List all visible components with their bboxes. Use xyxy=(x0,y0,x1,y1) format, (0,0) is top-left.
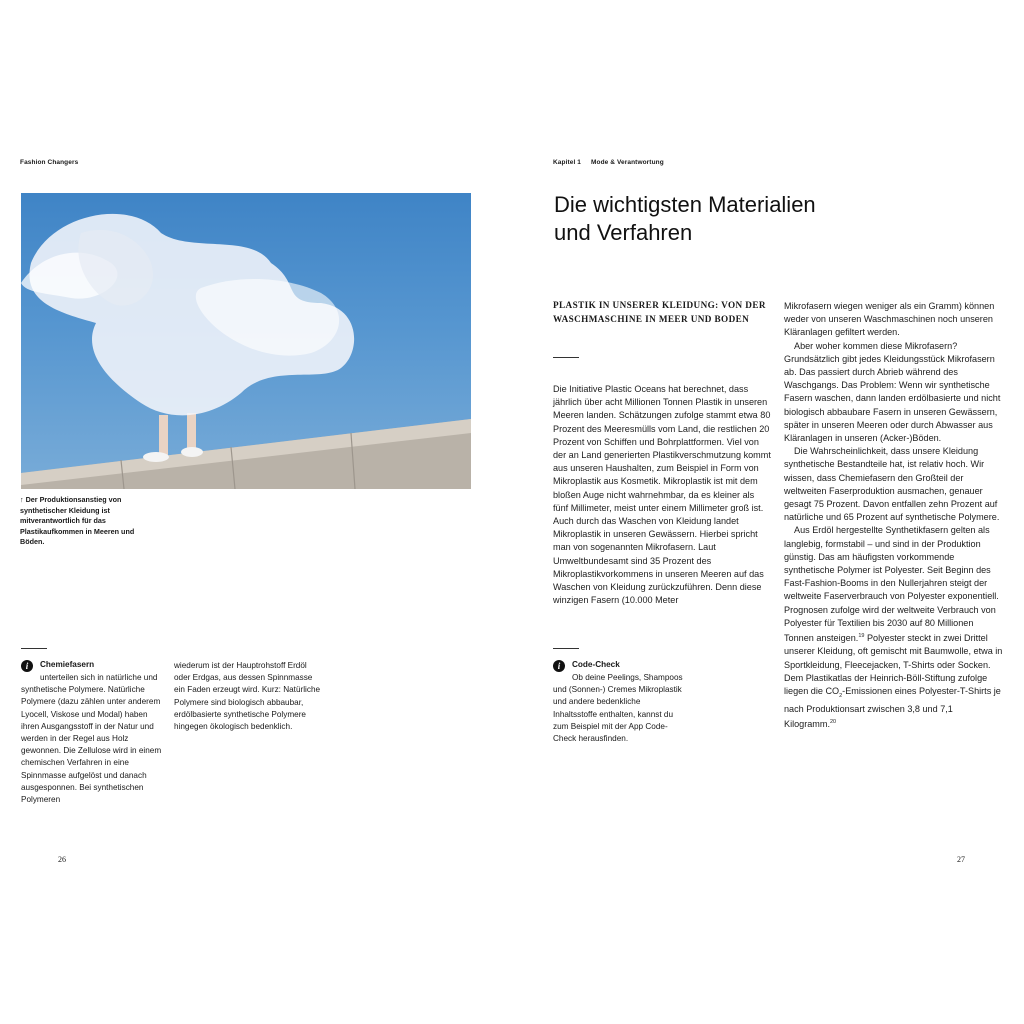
text-run: Polyester steckt in zwei Drittel unserer Kleidung, oft gemischt mit Baumwolle, etwa in Sportkleidung, Fleecejacken, T-Shirts oder Socken. Dem Plastikatlas der Heinrich-Böll-Stiftung zufolge liegen die CO xyxy=(784,633,1003,696)
info-heading-code-check: Code-Check xyxy=(572,660,620,669)
info-text-col1: unterteilen sich in natürliche und synthetische Polymere. Natürliche Polymere (dazu zählen unter anderem Lyocell, Viskose und Modal) haben ihren Ausgangsstoff in der Natur und werden in der Regel aus Holz gewonnen. Die Zellulose wird in einem chemischen Verfahren in eine Spinnmasse aufgelöst und danach ausgesponnen. Bei synthetischen Polymeren xyxy=(21,673,162,805)
leg-left xyxy=(159,415,168,455)
footnote-ref: 19 xyxy=(858,633,865,640)
section-kicker: PLASTIK IN UNSERER KLEIDUNG: VON DER WASCHMASCHINE IN MEER UND BODEN xyxy=(553,300,766,324)
kicker-divider xyxy=(553,357,579,358)
info-divider-right xyxy=(553,648,579,649)
info-icon: i xyxy=(21,660,33,672)
info-icon: i xyxy=(553,660,565,672)
page-title xyxy=(554,191,884,247)
text-run: -Emissionen eines Polyester-T-Shirts je nach Produktionsart zwischen 3,8 und 7,1 Kilogramm. xyxy=(784,685,1001,730)
body-column-2 xyxy=(784,300,1004,731)
photo-plastic-bag xyxy=(21,193,471,489)
page-title-line1: Die wichtigsten Materialien xyxy=(554,192,816,217)
page-number-right: 27 xyxy=(957,855,965,864)
leg-right xyxy=(187,413,196,451)
info-heading-chemiefasern: Chemiefasern xyxy=(40,660,95,669)
subscript: 2 xyxy=(839,692,843,699)
photo-illustration xyxy=(21,193,471,489)
footnote-ref: 20 xyxy=(829,719,837,726)
body-paragraph: Aber woher kommen diese Mikrofasern? Grundsätzlich gibt jedes Kleidungsstück Mikrofasern ab. Das passiert durch Abrieb während des Waschgangs. Das Problem: Wenn wir synthetische Fasern waschen, dann landen erdölbasierte und nicht biologisch abbaubare Fasern in unseren Gewässern, später in unseren Meeren oder durch Abwasser aus Kläranlagen in unseren (Acker-)Böden. xyxy=(784,340,1001,444)
text-run: Aus Erdöl hergestellte Synthetikfasern gelten als langlebig, formstabil – und sind in der Produktion günstig. Das am häufigsten vorkommende synthetische Polymer ist Polyester. Seit Beginn des Fast-Fashion-Booms in den Nullerjahren steigt der weltweite Faserverbrauch von Polyester exponentiell. Prognosen zufolge wird der weltweite Verbrauch von Polyester für Textilien bis 2030 auf 80 Millionen Tonnen ansteigen. xyxy=(784,525,999,644)
shoe-left xyxy=(143,452,169,462)
shoe-right xyxy=(181,447,203,457)
photo-caption: ↑ Der Produktionsanstieg von synthetischer Kleidung ist mitverantwortlich für das Plastikaufkommen in Meeren und Böden. xyxy=(20,495,135,547)
body-column-1 xyxy=(553,383,771,607)
body-paragraph: Die Initiative Plastic Oceans hat berechnet, dass jährlich über acht Millionen Tonnen Plastik in unseren Meeren landen. Schätzungen zufolge stammt etwa 80 Prozent des Meeresmülls vom Land, die restlichen 20 Prozent von Schiffen und Bohrplattformen. Viel von der an Land generierten Plastikverschmutzung kommt aus unseren Haushalten, zum Beispiel in Form von Mikroplastik aus Kosmetik. Mikroplastik ist mit dem bloßen Auge nicht wahrnehmbar, da es kleiner als fünf Millimeter, meist unter einem Millimeter groß ist. Auch durch das Waschen von Kleidung landet Mikroplastik in unseren Gewässern. Hierbei spricht man von sogenannten Mikrofasern. Laut Umweltbundesamt sind 35 Prozent des Mikroplastikvorkommens in unseren Meeren auf das Waschen von Kleidung zurückzuführen. Denn diese winzigen Fasern (10.000 Meter xyxy=(553,384,771,606)
body-paragraph: Die Wahrscheinlichkeit, dass unsere Kleidung synthetische Bestandteile hat, ist relativ hoch. Wir wissen, dass Chemiefasern den Großteil der weltweiten Faserproduktion ausmachen, genauer gesagt 75 Prozent. Davon entfallen zehn Prozent auf natürliche und 65 Prozent auf synthetische Polymere. xyxy=(784,446,1000,523)
info-text-col2: wiederum ist der Hauptrohstoff Erdöl oder Erdgas, aus dessen Spinnmasse ein Faden erzeugt wird. Kurz: Natürliche Polymere sind biologisch abbaubar, erdölbasierte synthetische Polymere hingegen ökologisch bedenklich. xyxy=(174,661,321,732)
running-head-left: Fashion Changers xyxy=(20,159,79,166)
info-text-code-check: Ob deine Peelings, Shampoos und (Sonnen-) Cremes Mikroplastik und andere bedenkliche Inhaltsstoffe enthalten, kannst du zum Beispiel mit der App Code-Check herausfinden. xyxy=(553,673,683,744)
body-paragraph: Mikrofasern wiegen weniger als ein Gramm) können weder von unseren Waschmaschinen noch unseren Kläranlagen gefiltert werden. xyxy=(784,301,995,338)
info-divider-left xyxy=(21,648,47,649)
page-title-line2: und Verfahren xyxy=(554,220,693,245)
page-number-left: 26 xyxy=(58,855,66,864)
body-paragraph-polyester xyxy=(784,524,1004,731)
running-head-section: Mode & Verantwortung xyxy=(591,159,664,166)
running-head-chapter: Kapitel 1 xyxy=(553,159,581,166)
